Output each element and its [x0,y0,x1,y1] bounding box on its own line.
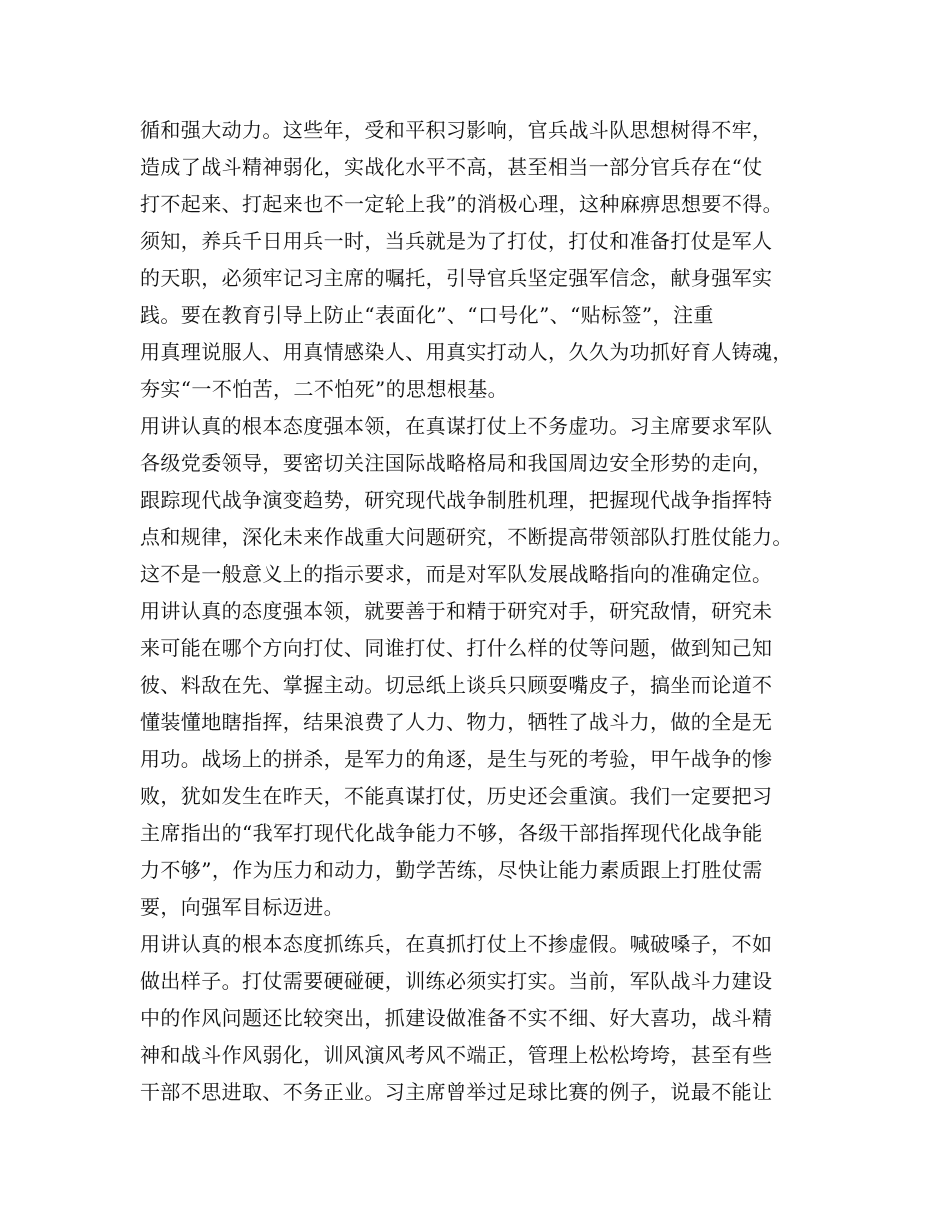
text-line: 夯实“一不怕苦，二不怕死”的思想根基。 [140,377,509,401]
text-line: 做出样子。打仗需要硬碰硬，训练必须实打实。当前，军队战斗力建设 [140,969,773,993]
text-line: 用讲认真的态度强本领，就要善于和精于研究对手，研究敌情，研究未 [140,599,773,623]
text-line: 用功。战场上的拼杀，是军力的角逐，是生与死的考验，甲午战争的惨 [140,747,773,771]
text-line: 彼、料敌在先、掌握主动。切忌纸上谈兵只顾耍嘴皮子，搞坐而论道不 [140,673,773,697]
text-line: 须知，养兵千日用兵一时，当兵就是为了打仗，打仗和准备打仗是军人 [140,229,773,253]
text-line: 干部不思进取、不务正业。习主席曾举过足球比赛的例子，说最不能让 [140,1080,773,1104]
text-line: 力不够”，作为压力和动力，勤学苦练，尽快让能力素质跟上打胜仗需 [140,858,763,882]
text-line: 造成了战斗精神弱化，实战化水平不高，甚至相当一部分官兵存在“仗 [140,155,763,179]
text-line: 用讲认真的根本态度强本领，在真谋打仗上不务虚功。习主席要求军队 [140,414,773,438]
text-line: 跟踪现代战争演变趋势，研究现代战争制胜机理，把握现代战争指挥特 [140,488,773,512]
text-line: 的天职，必须牢记习主席的嘱托，引导官兵坚定强军信念，献身强军实 [140,266,773,290]
text-line: 中的作风问题还比较突出，抓建设做准备不实不细、好大喜功，战斗精 [140,1006,773,1030]
text-line: 点和规律，深化未来作战重大问题研究，不断提高带领部队打胜仗能力。 [140,525,793,549]
text-line: 用真理说服人、用真情感染人、用真实打动人，久久为功抓好育人铸魂， [140,340,793,364]
text-line: 懂装懂地瞎指挥，结果浪费了人力、物力，牺牲了战斗力，做的全是无 [140,710,773,734]
text-line: 循和强大动力。这些年，受和平积习影响，官兵战斗队思想树得不牢， [140,118,773,142]
text-line: 神和战斗作风弱化，训风演风考风不端正，管理上松松垮垮，甚至有些 [140,1043,773,1067]
paragraph-2 [140,408,820,926]
text-line: 用讲认真的根本态度抓练兵，在真抓打仗上不掺虚假。喊破嗓子，不如 [140,932,773,956]
text-line: 败，犹如发生在昨天，不能真谋打仗，历史还会重演。我们一定要把习 [140,784,773,808]
text-line: 各级党委领导，要密切关注国际战略格局和我国周边安全形势的走向， [140,451,773,475]
text-line: 这不是一般意义上的指示要求，而是对军队发展战略指向的准确定位。 [140,562,773,586]
document-body [140,112,820,1111]
paragraph-3 [140,926,820,1111]
paragraph-1 [140,112,820,408]
text-line: 要，向强军目标迈进。 [140,895,344,919]
text-line: 主席指出的“我军打现代化战争能力不够，各级干部指挥现代化战争能 [140,821,763,845]
text-line: 来可能在哪个方向打仗、同谁打仗、打什么样的仗等问题，做到知己知 [140,636,773,660]
text-line: 践。要在教育引导上防止“表面化”、“口号化”、“贴标签”，注重 [140,303,714,327]
text-line: 打不起来、打起来也不一定轮上我”的消极心理，这种麻痹思想要不得。 [140,192,784,216]
